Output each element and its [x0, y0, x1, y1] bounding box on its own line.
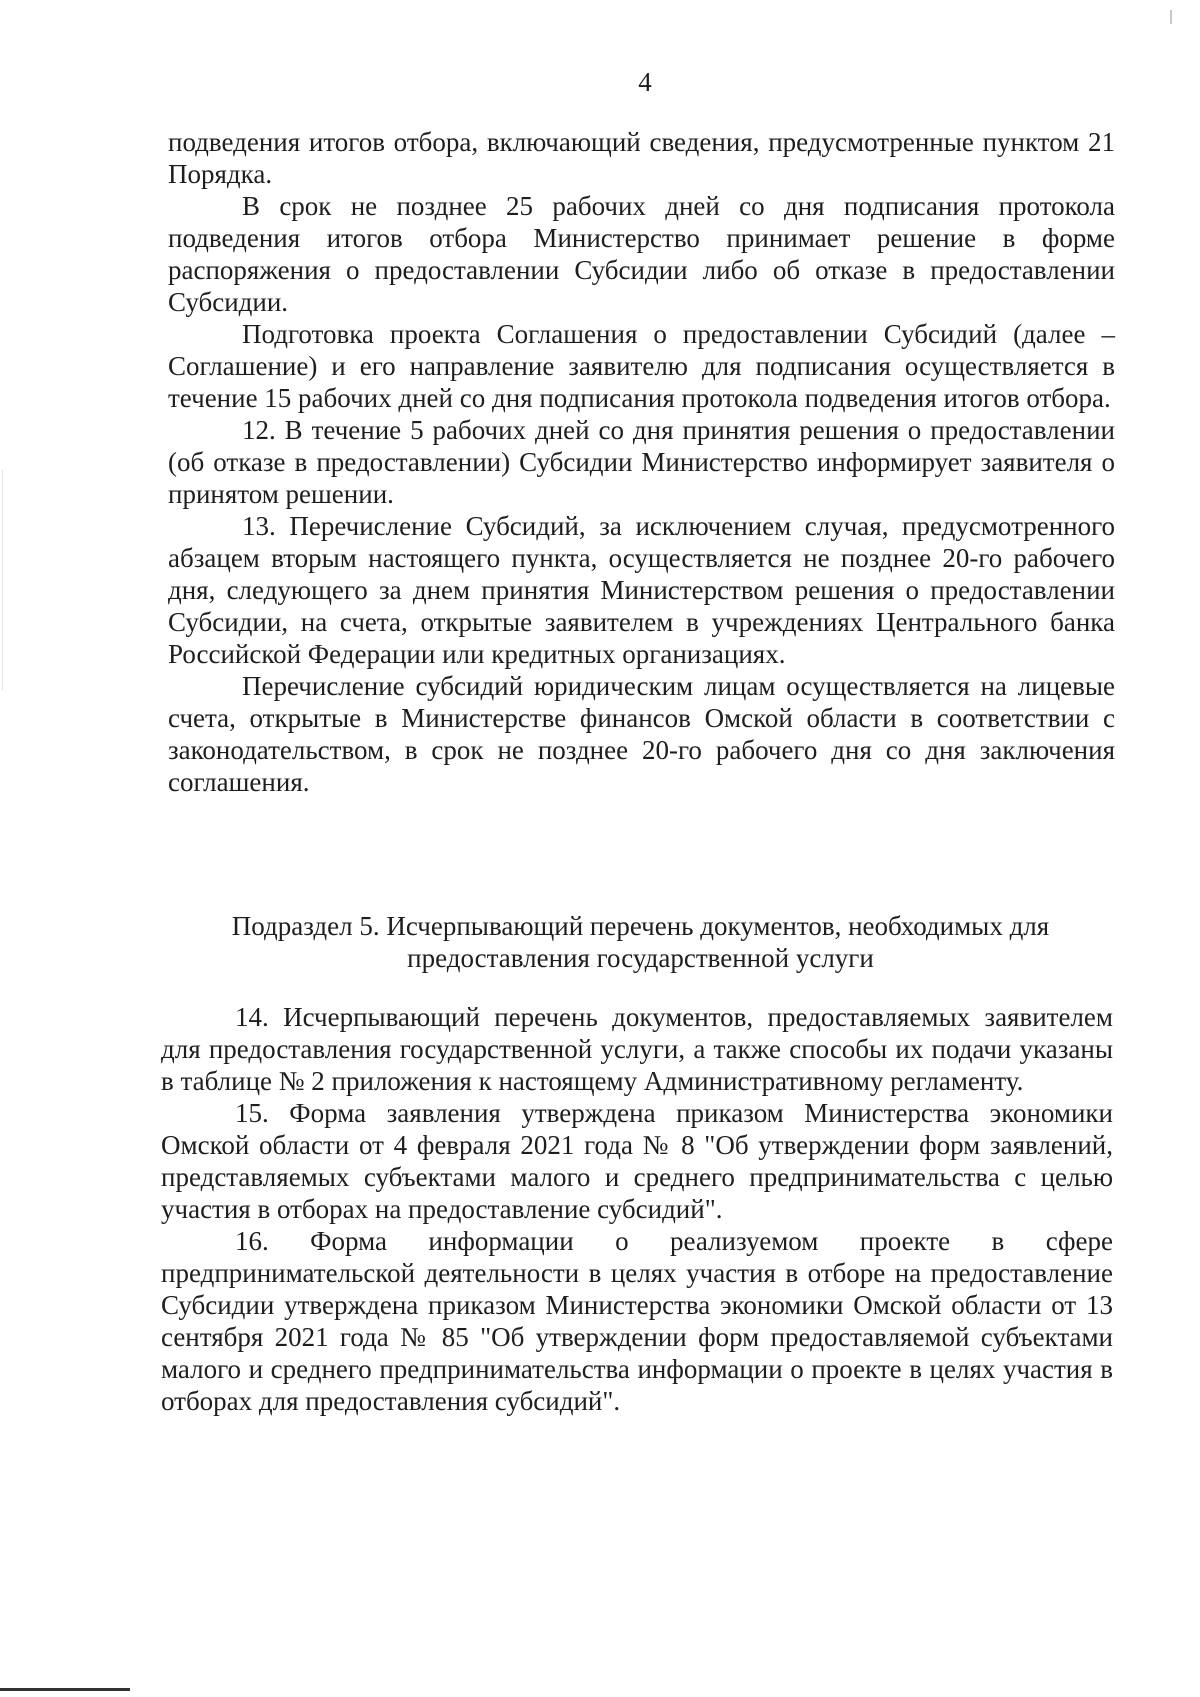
text-block-upper	[168, 126, 1115, 798]
paragraph: В срок не позднее 25 рабочих дней со дня подписания протокола подведения итогов отбора Министерство принимает решение в форме распоряжения о предоставлении Субсидии либо об отказе в предоставлении Субсидии.	[168, 191, 1115, 317]
paragraph-item-16: 16. Форма информации о реализуемом проекте в сфере предпринимательской деятельности в целях участия в отборе на предоставление Субсидии утверждена приказом Министерства экономики Омской области от 13 сентября 2021 года № 85 "Об утверждении форм предоставляемой субъектами малого и среднего предпринимательства информации о проекте в целях участия в отборах для предоставления субсидий".	[161, 1226, 1113, 1416]
paragraph-item-14: 14. Исчерпывающий перечень документов, предоставляемых заявителем для предоставления государственной услуги, а также способы их подачи указаны в таблице № 2 приложения к настоящему Административному регламенту.	[161, 1002, 1113, 1096]
scan-artifact	[2, 470, 3, 690]
subsection-heading-line: предоставления государственной услуги	[407, 943, 874, 973]
paragraph-item-12: 12. В течение 5 рабочих дней со дня принятия решения о предоставлении (об отказе в предоставлении) Субсидии Министерство информирует заявителя о принятом решении.	[168, 415, 1115, 509]
paragraph-item-15: 15. Форма заявления утверждена приказом Министерства экономики Омской области от 4 февраля 2021 года № 8 "Об утверждении форм заявлений, представляемых субъектами малого и среднего предпринимательства с целью участия в отборах на предоставление субсидий".	[161, 1098, 1113, 1224]
paragraph-item-13: 13. Перечисление Субсидий, за исключением случая, предусмотренного абзацем вторым настоящего пункта, осуществляется не позднее 20-го рабочего дня, следующего за днем принятия Министерством решения о предоставлении Субсидии, на счета, открытые заявителем в учреждениях Центрального банка Российской Федерации или кредитных организациях.	[168, 511, 1115, 669]
scan-artifact	[1170, 10, 1172, 24]
page-number: 4	[638, 67, 652, 97]
paragraph: Подготовка проекта Соглашения о предоставлении Субсидий (далее – Соглашение) и его направление заявителю для подписания осуществляется в течение 15 рабочих дней со дня подписания протокола подведения итогов отбора.	[168, 319, 1115, 413]
subsection-heading-line: Подраздел 5. Исчерпывающий перечень документов, необходимых для	[231, 911, 1050, 941]
scan-artifact	[0, 1688, 130, 1691]
paragraph: подведения итогов отбора, включающий сведения, предусмотренные пунктом 21 Порядка.	[168, 127, 1115, 189]
subsection-heading	[168, 910, 1113, 974]
text-block-lower	[161, 1001, 1113, 1417]
paragraph: Перечисление субсидий юридическим лицам осуществляется на лицевые счета, открытые в Министерстве финансов Омской области в соответствии с законодательством, в срок не позднее 20-го рабочего дня со дня заключения соглашения.	[168, 671, 1115, 797]
